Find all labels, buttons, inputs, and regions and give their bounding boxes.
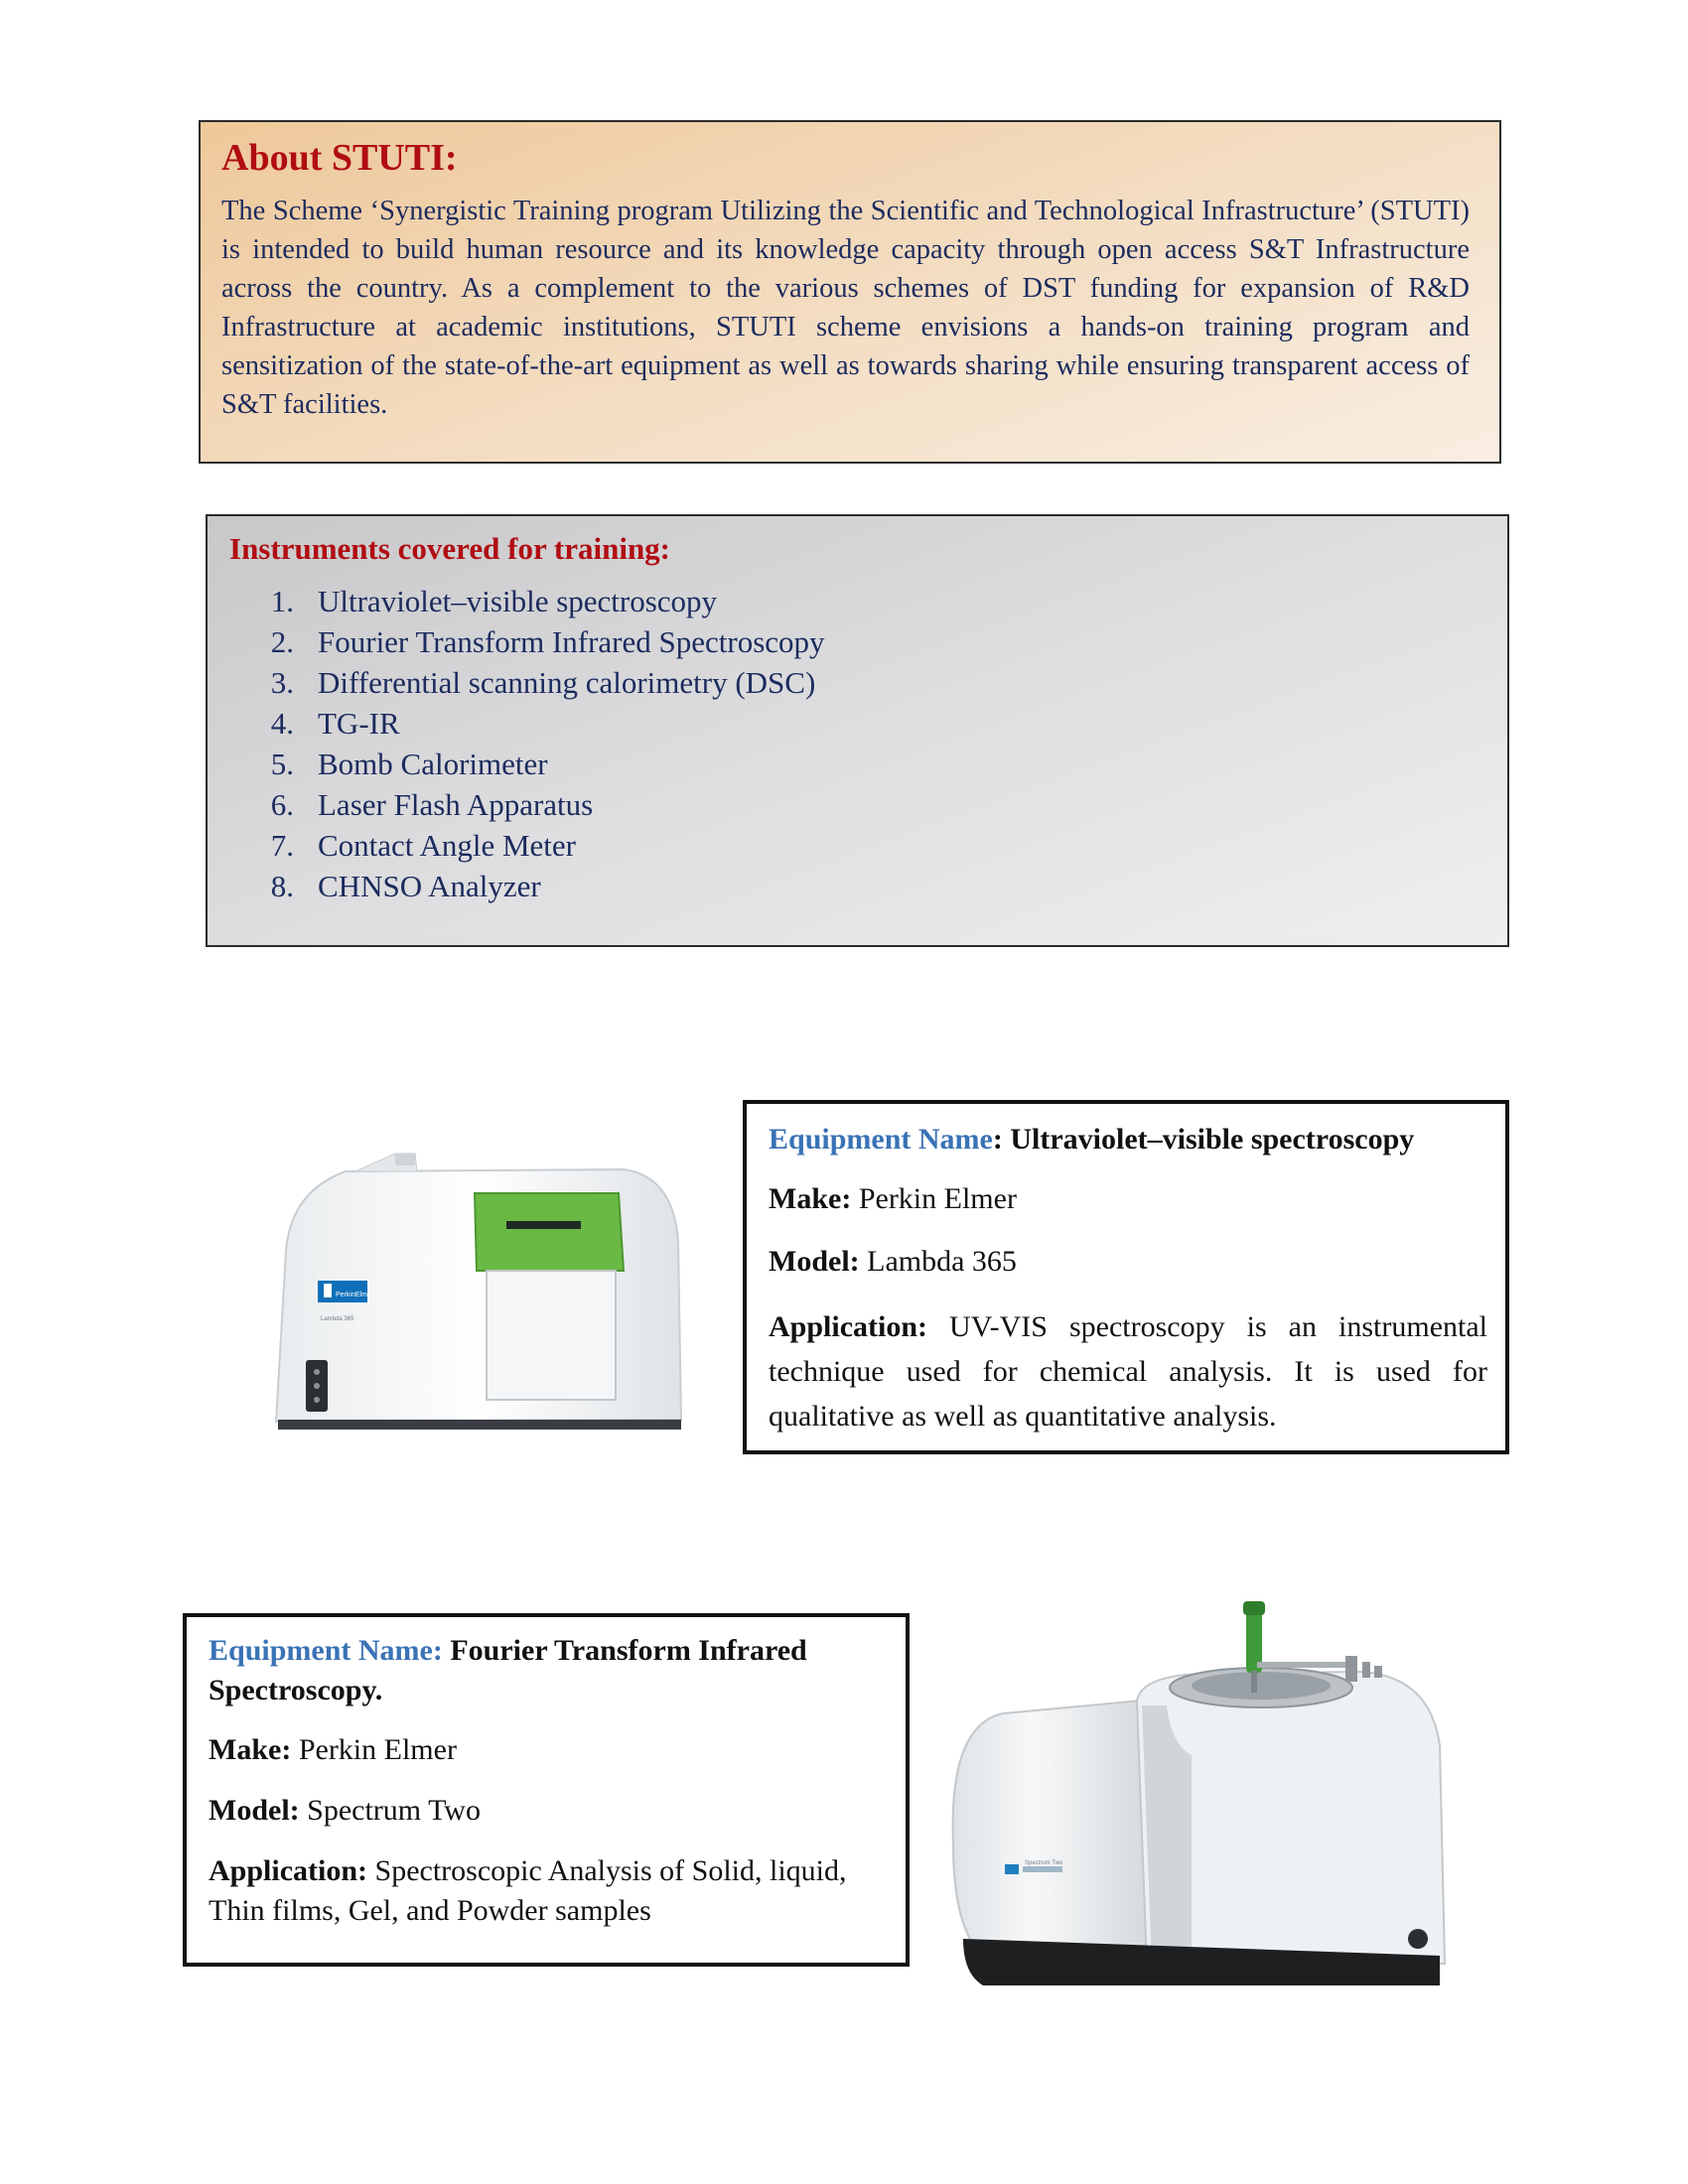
equipment-make-label: Make: bbox=[209, 1733, 292, 1766]
equipment-make-value: Perkin Elmer bbox=[851, 1182, 1017, 1215]
ftir-equipment-box bbox=[183, 1613, 910, 1967]
equipment-application-row bbox=[769, 1304, 1487, 1438]
list-item-label: Differential scanning calorimetry (DSC) bbox=[318, 665, 816, 701]
list-item-number: 6. bbox=[270, 787, 294, 823]
list-item bbox=[229, 621, 1485, 662]
list-item bbox=[229, 866, 1485, 906]
equipment-application-label: Application: bbox=[209, 1854, 368, 1887]
uv-vis-model-label: Lambda 365 bbox=[321, 1316, 354, 1322]
list-item bbox=[229, 703, 1485, 744]
instruments-title: Instruments covered for training: bbox=[229, 531, 671, 566]
list-item-label: Laser Flash Apparatus bbox=[318, 787, 594, 823]
equipment-model-label: Model: bbox=[769, 1245, 860, 1278]
list-item bbox=[229, 825, 1485, 866]
list-item-label: CHNSO Analyzer bbox=[318, 869, 541, 904]
equipment-name-row bbox=[769, 1120, 1487, 1160]
list-item-number: 4. bbox=[270, 706, 294, 742]
equipment-application-label: Application: bbox=[769, 1310, 928, 1343]
about-stuti-box bbox=[199, 120, 1501, 464]
equipment-make-label: Make: bbox=[769, 1182, 852, 1215]
ftir-photo bbox=[943, 1596, 1460, 1985]
list-item-number: 8. bbox=[270, 869, 294, 904]
equipment-application-value: Spectroscopic Analysis of Solid, liquid, Thin films, Gel, and Powder samples bbox=[209, 1854, 847, 1927]
equipment-name-separator: : bbox=[992, 1123, 1011, 1156]
list-item bbox=[229, 784, 1485, 825]
list-item bbox=[229, 581, 1485, 621]
equipment-name-label: Equipment Name: bbox=[209, 1634, 443, 1667]
equipment-application-value: UV-VIS spectroscopy is an instrumental technique used for chemical analysis. It is used for qualitative as well as quantitative analysis. bbox=[769, 1310, 1487, 1433]
equipment-name-value: Ultraviolet–visible spectroscopy bbox=[1010, 1123, 1415, 1156]
equipment-name-row bbox=[209, 1631, 888, 1710]
list-item-label: Ultraviolet–visible spectroscopy bbox=[318, 584, 718, 619]
list-item-label: TG-IR bbox=[318, 706, 400, 742]
about-title: About STUTI: bbox=[221, 137, 458, 179]
list-item-number: 5. bbox=[270, 747, 294, 782]
equipment-model-value: Lambda 365 bbox=[859, 1245, 1017, 1278]
instruments-list bbox=[229, 581, 1485, 906]
uv-vis-brand-logo: PerkinElmer bbox=[336, 1292, 374, 1298]
list-item-number: 3. bbox=[270, 665, 294, 701]
equipment-model-row bbox=[209, 1791, 888, 1831]
instruments-box bbox=[206, 514, 1509, 947]
equipment-model-row bbox=[769, 1242, 1487, 1282]
ftir-model-label: Spectrum Two bbox=[1025, 1860, 1063, 1866]
equipment-application-row bbox=[209, 1851, 888, 1931]
list-item-number: 7. bbox=[270, 828, 294, 864]
list-item-label: Bomb Calorimeter bbox=[318, 747, 548, 782]
equipment-name-value: Fourier Transform Infrared Spectroscopy. bbox=[209, 1634, 807, 1706]
equipment-model-value: Spectrum Two bbox=[299, 1794, 481, 1827]
equipment-make-row bbox=[209, 1730, 888, 1770]
list-item-number: 1. bbox=[270, 584, 294, 619]
list-item bbox=[229, 662, 1485, 703]
equipment-model-label: Model: bbox=[209, 1794, 300, 1827]
list-item-label: Contact Angle Meter bbox=[318, 828, 576, 864]
list-item-label: Fourier Transform Infrared Spectroscopy bbox=[318, 624, 825, 660]
about-text: The Scheme ‘Synergistic Training program Utilizing the Scientific and Technological Infrastructure’ (STUTI) is intended to build human resource and its knowledge capacity through open access S&T Infrastructure across the country. As a complement to the various schemes of DST funding for expansion of R&D Infrastructure at academic institutions, STUTI scheme envisions a hands-on training program and sensitization of the state-of-the-art equipment as well as towards sharing while ensuring transparent access of S&T facilities. bbox=[221, 195, 1470, 420]
uv-vis-photo bbox=[256, 1132, 703, 1459]
equipment-make-value: Perkin Elmer bbox=[291, 1733, 457, 1766]
equipment-make-row bbox=[769, 1179, 1487, 1219]
list-item-number: 2. bbox=[270, 624, 294, 660]
uv-vis-equipment-box bbox=[743, 1100, 1509, 1454]
list-item bbox=[229, 744, 1485, 784]
equipment-name-label: Equipment Name bbox=[769, 1123, 993, 1156]
